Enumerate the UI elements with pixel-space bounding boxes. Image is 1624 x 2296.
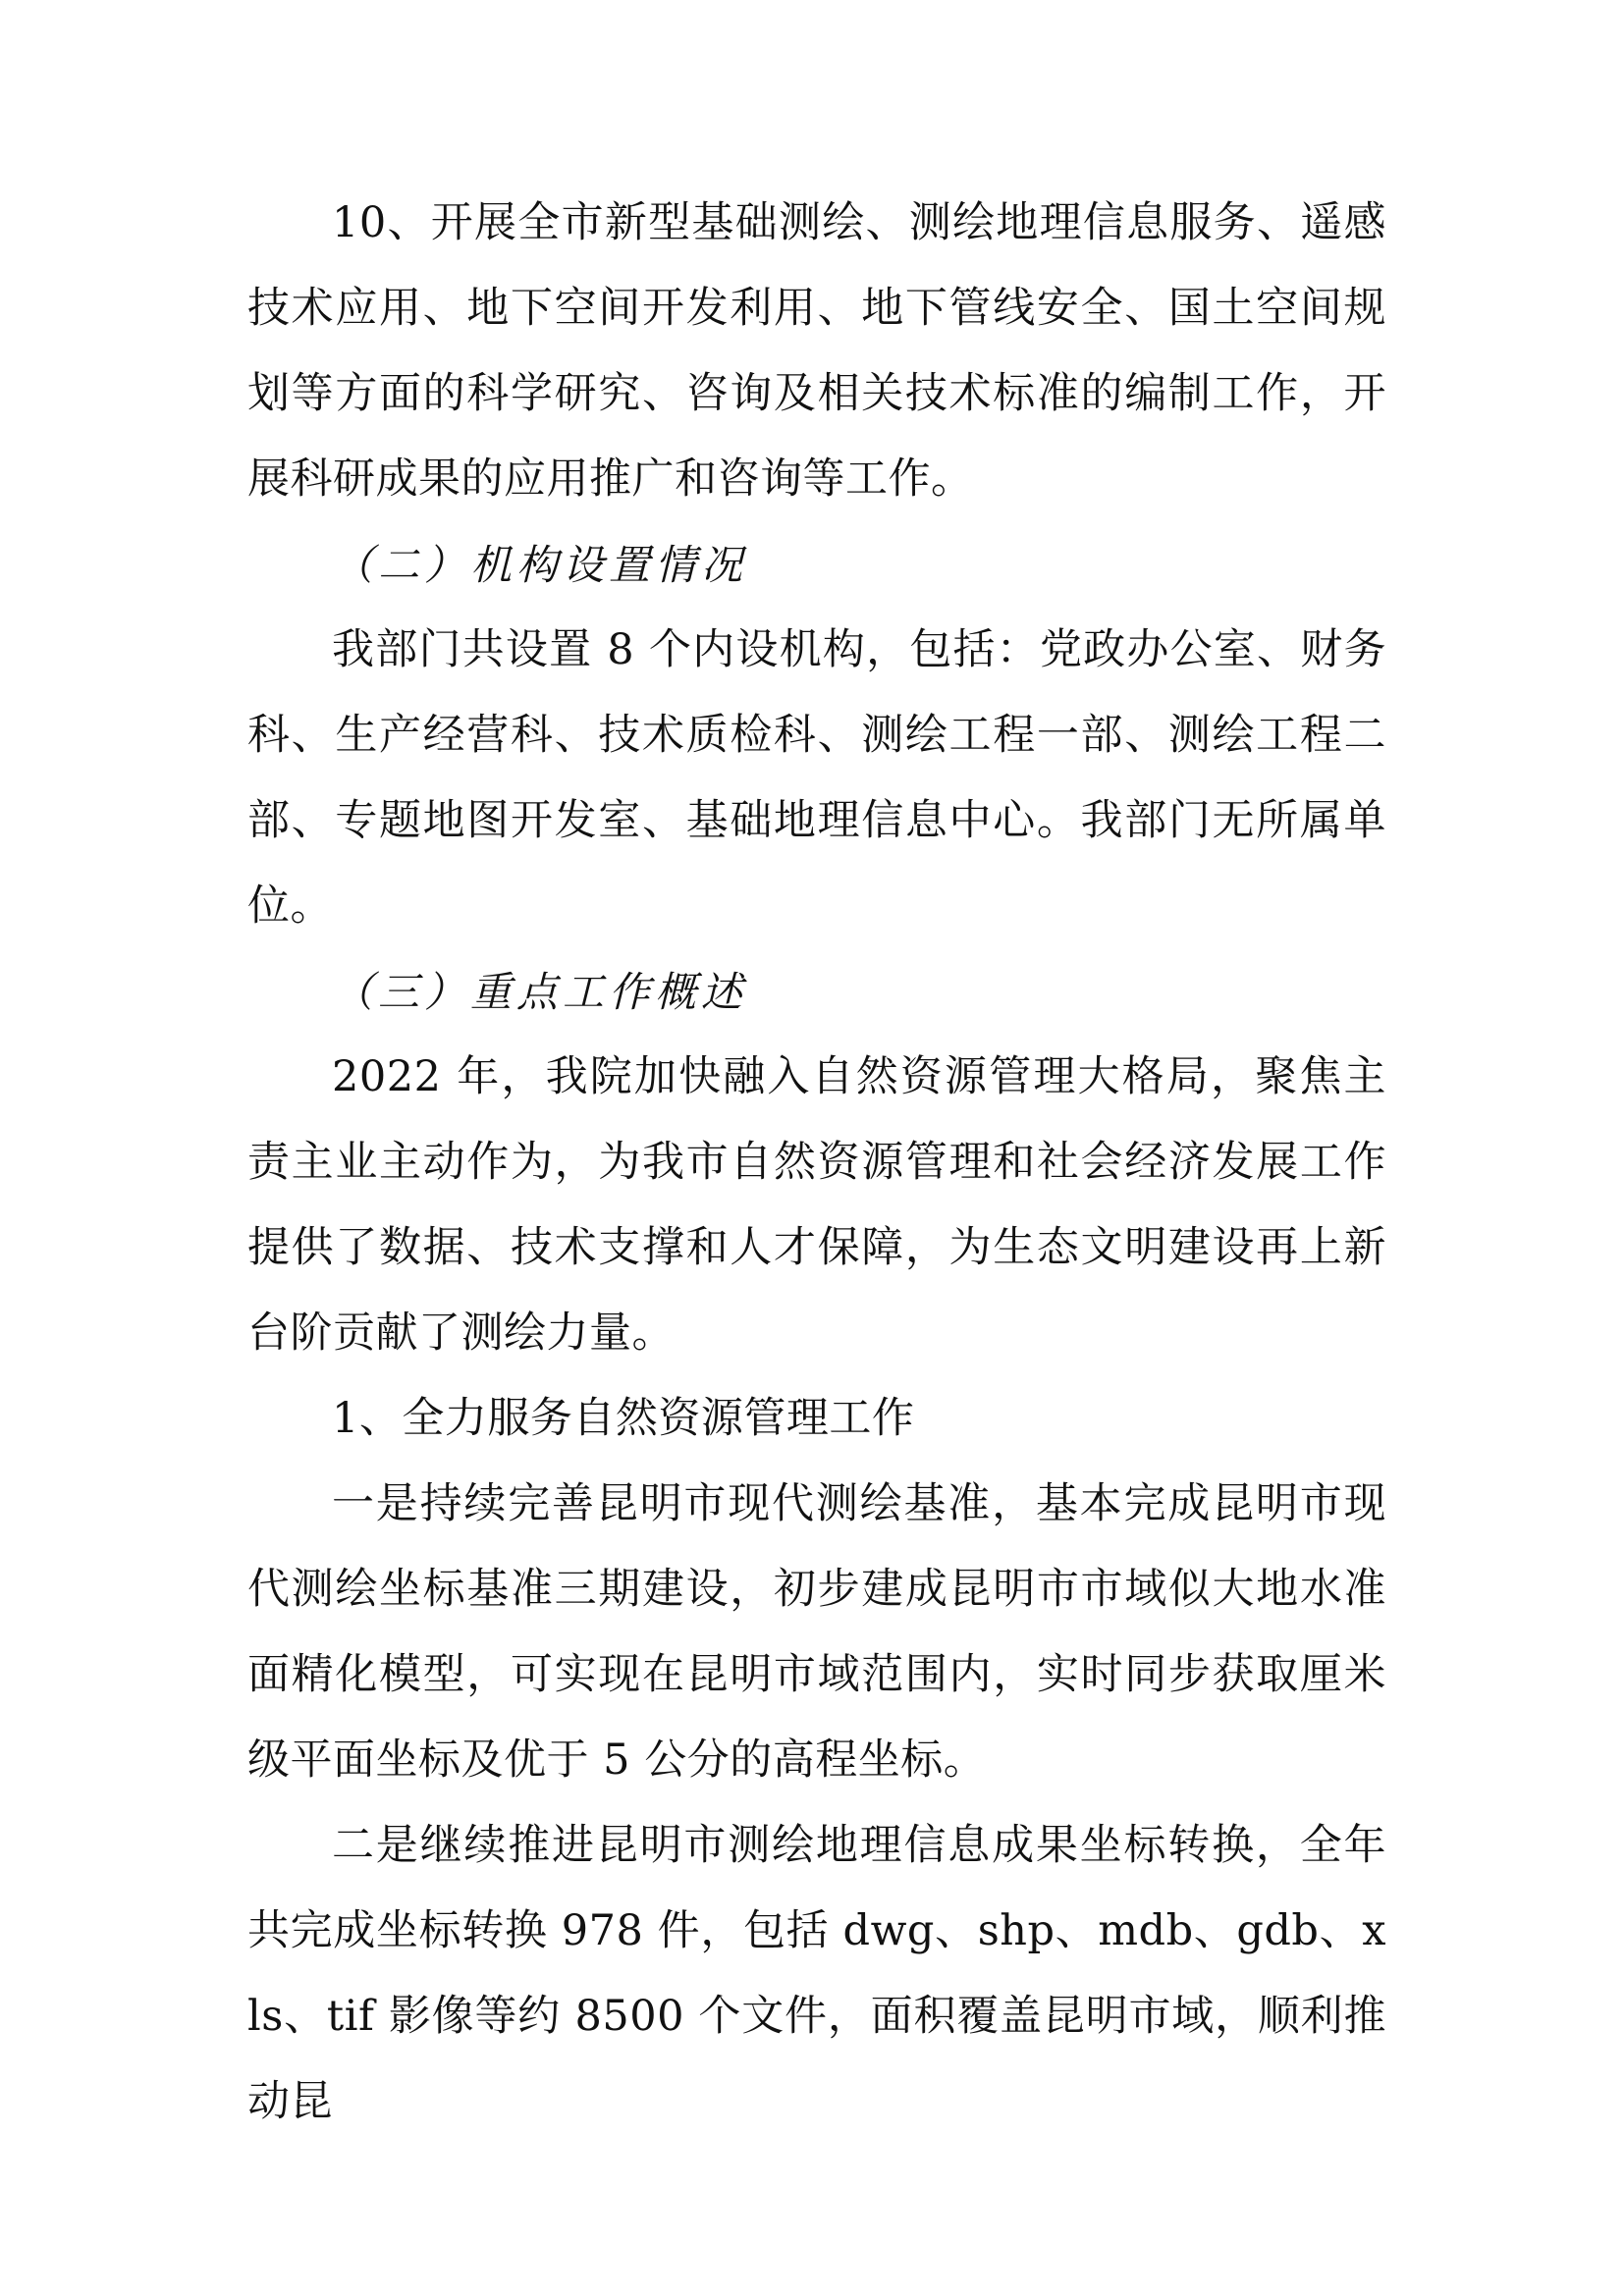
paragraph-2022-overview: 2022 年，我院加快融入自然资源管理大格局，聚焦主责主业主动作为，为我市自然资源管理和社会经济发展工作提供了数据、技术支撑和人才保障，为生态文明建设再上新台阶贡献了测绘力量。 <box>247 1052 1386 1358</box>
paragraph-surveying-datum: 一是持续完善昆明市现代测绘基准，基本完成昆明市现代测绘坐标基准三期建设，初步建成昆明市市域似大地水准面精化模型，可实现在昆明市域范围内，实时同步获取厘米级平面坐标及优于 5 公分的高程坐标。 <box>247 1479 1386 1785</box>
section-heading-key-work-overview: （三）重点工作概述 <box>332 968 748 1016</box>
paragraph-internal-institutions: 我部门共设置 8 个内设机构，包括：党政办公室、财务科、生产经营科、技术质检科、测绘工程一部、测绘工程二部、专题地图开发室、基础地理信息中心。我部门无所属单位。 <box>247 625 1386 931</box>
paragraph-coordinate-conversion: 二是继续推进昆明市测绘地理信息成果坐标转换，全年共完成坐标转换 978 件，包括 dwg、shp、mdb、gdb、xls、tif 影像等约 8500 个文件，面积覆盖昆明市域，顺利推动昆 <box>247 1821 1386 2126</box>
subheading-natural-resources-service: 1、全力服务自然资源管理工作 <box>332 1394 915 1443</box>
section-heading-institution-setup: （二）机构设置情况 <box>332 541 748 589</box>
document-body <box>247 181 1386 2145</box>
paragraph-item-10-duties: 10、开展全市新型基础测绘、测绘地理信息服务、遥感技术应用、地下空间开发利用、地下管线安全、国土空间规划等方面的科学研究、咨询及相关技术标准的编制工作，开展科研成果的应用推广和咨询等工作。 <box>247 198 1386 504</box>
